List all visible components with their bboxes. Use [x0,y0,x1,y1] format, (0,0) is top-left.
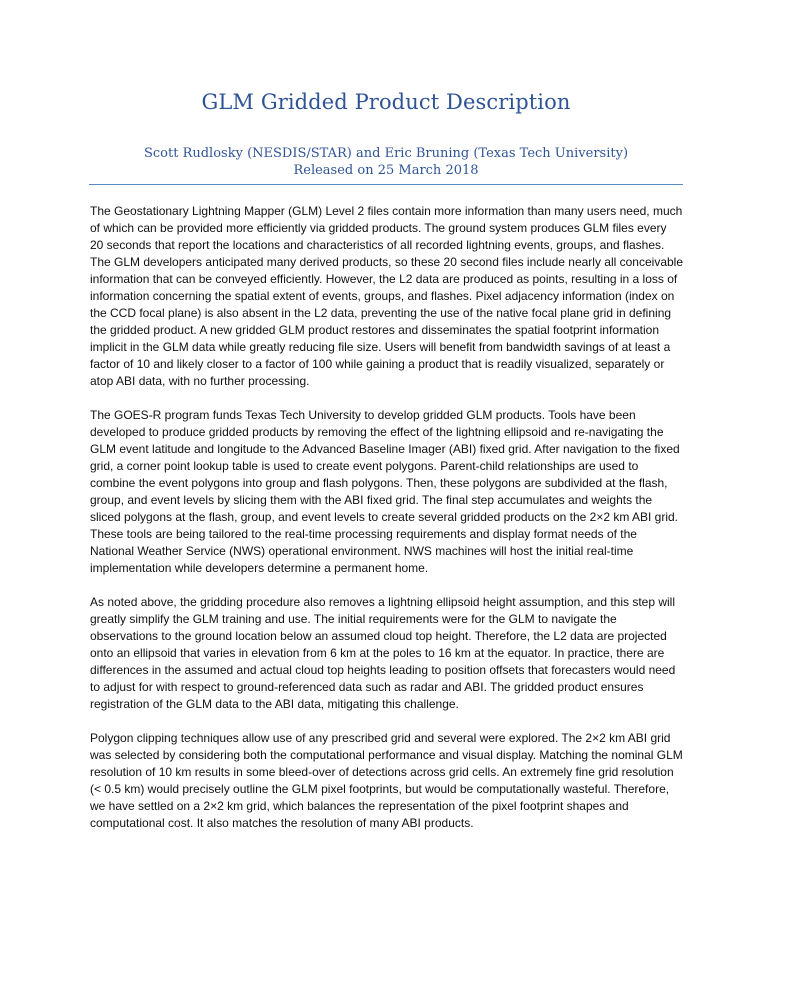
document-title: GLM Gridded Product Description [201,90,571,114]
paragraph-grid-resolution: Polygon clipping techniques allow use of any prescribed grid and several were explored. The 2×2 km ABI grid was selected by considering both the computational performance and visual display. Matching the nominal GLM resolution of 10 km results in some bleed-over of detections across grid cells. An extremely fine grid resolution (< 0.5 km) would precisely outline the GLM pixel footprints, but would be computationally wasteful. Therefore, we have settled on a 2×2 km grid, which balances the representation of the pixel footprint shapes and computational cost. It also matches the resolution of many ABI products. [90,731,683,830]
document-body [90,203,683,849]
paragraph-glm-overview: The Geostationary Lightning Mapper (GLM) Level 2 files contain more information than many users need, much of which can be provided more efficiently via gridded products. The ground system produces GLM files every 20 seconds that report the locations and characteristics of all recorded lightning events, groups, and flashes. The GLM developers anticipated many derived products, so these 20 second files include nearly all conceivable information that can be conveyed efficiently. However, the L2 data are produced as points, resulting in a loss of information concerning the spatial extent of events, groups, and flashes. Pixel adjacency information (index on the CCD focal plane) is also absent in the L2 data, preventing the use of the native focal plane grid in defining the gridded product. A new gridded GLM product restores and disseminates the spatial footprint information implicit in the GLM data while greatly reducing file size. Users will benefit from bandwidth savings of at least a factor of 10 and likely closer to a factor of 100 while gaining a product that is readily visualized, separately or atop ABI data, with no further processing. [90,204,684,388]
release-date-line: Released on 25 March 2018 [293,163,479,178]
title-divider [89,184,683,185]
paragraph-gridding-tools: The GOES-R program funds Texas Tech University to develop gridded GLM products. Tools have been developed to produce gridded products by removing the effect of the lightning ellipsoid and re-navigating the GLM event latitude and longitude to the Advanced Baseline Imager (ABI) fixed grid. After navigation to the fixed grid, a corner point lookup table is used to create event polygons. Parent-child relationships are used to combine the event polygons into group and flash polygons. Then, these polygons are subdivided at the flash, group, and event levels by slicing them with the ABI fixed grid. The final step accumulates and weights the sliced polygons at the flash, group, and event levels to create several gridded products on the 2×2 km ABI grid. These tools are being tailored to the real-time processing requirements and display format needs of the National Weather Service (NWS) operational environment. NWS machines will host the initial real-time implementation while developers determine a permanent home. [90,408,680,575]
paragraph-ellipsoid-height: As noted above, the gridding procedure also removes a lightning ellipsoid height assumption, and this step will greatly simplify the GLM training and use. The initial requirements were for the GLM to navigate the observations to the ground location below an assumed cloud top height. Therefore, the L2 data are projected onto an ellipsoid that varies in elevation from 6 km at the poles to 16 km at the equator. In practice, there are differences in the assumed and actual cloud top heights leading to position offsets that forecasters would need to adjust for with respect to ground-referenced data such as radar and ABI. The gridded product ensures registration of the GLM data to the ABI data, mitigating this challenge. [90,595,676,711]
authors-line: Scott Rudlosky (NESDIS/STAR) and Eric Bruning (Texas Tech University) [143,146,629,161]
author-block [0,145,772,179]
